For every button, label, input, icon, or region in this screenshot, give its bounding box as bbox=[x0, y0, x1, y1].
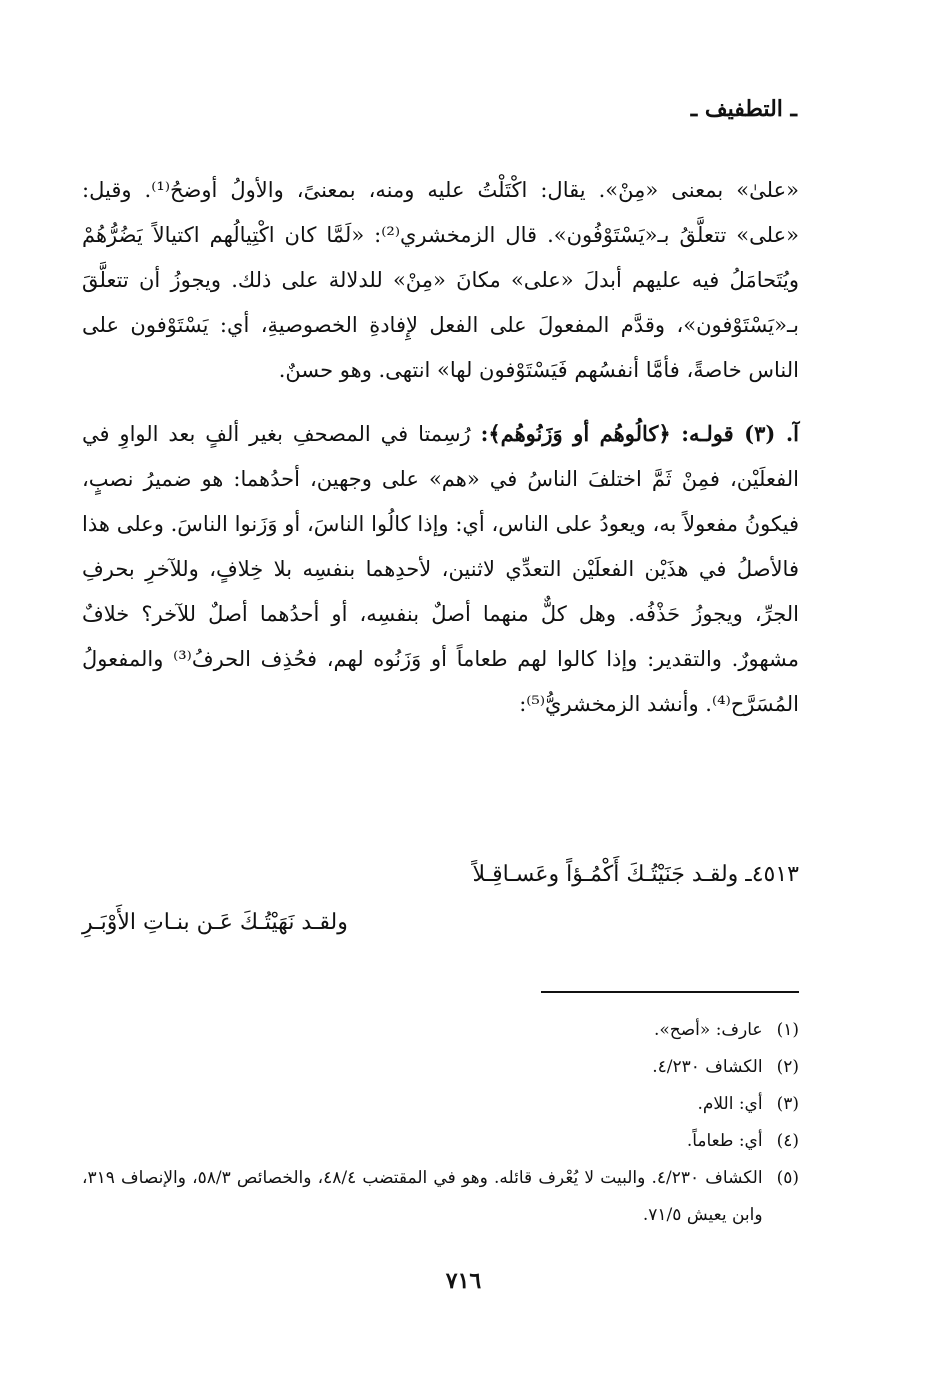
footnote-text: عارف: «أصح». bbox=[653, 1020, 763, 1040]
page-number: ٧١٦ bbox=[445, 1268, 482, 1294]
footnote-item bbox=[82, 1123, 799, 1160]
footnote-item bbox=[82, 1086, 799, 1123]
footnote-item bbox=[82, 1012, 799, 1049]
footnote-number: (٤) bbox=[776, 1131, 799, 1151]
footnote-item bbox=[82, 1160, 799, 1234]
footnote-item bbox=[82, 1049, 799, 1086]
footnote-text: أي: طعاماً. bbox=[686, 1131, 763, 1151]
footnote-text: أي: اللام. bbox=[697, 1094, 763, 1114]
footnote-number: (٣) bbox=[776, 1094, 799, 1114]
verse-heading: آ. (٣) قولـه: ﴿كالُوهُم أو وَزَنُوهُم﴾: bbox=[480, 421, 799, 446]
paragraph-2-text: رُسِمتا في المصحفِ بغير ألفٍ بعد الواوِ في الفعلَيْن، فمِنْ ثَمَّ اختلفَ الناسُ في «هم» على وجهين، أحدُهما: هو ضميرُ نصبٍ، فيكونُ مفعولاً به، ويعودُ على الناس، أي: وإذا كالُوا الناسَ، أو وَزَنوا الناسَ. وعلى هذا فالأصلُ في هذَيْن الفعلَيْن التعدِّي لاثنين، لأحدِهما بنفسِه بلا خِلافٍ، وللآخرِ بحرفِ الجرِّ، ويجوزُ حَذْفُه. وهل كلٌّ منهما أصلٌ بنفسِه، أو أحدُهما أصلٌ للآخر؟ خلافٌ مشهورٌ. والتقدير: وإذا كالوا لهم طعاماً أو وَزَنُوه لهم، فحُذِف الحرفُ⁽³⁾ والمفعولُ المُسَرَّح⁽⁴⁾. وأنشد الزمخشريُّ⁽⁵⁾: bbox=[82, 422, 799, 716]
footnotes bbox=[82, 1012, 799, 1234]
footnote-divider bbox=[541, 991, 799, 993]
poem-line-2: ولقـد نَهَيْتُـكَ عَـن بنـاتِ الأَوْبَـرِ bbox=[82, 910, 348, 935]
paragraph-2 bbox=[82, 411, 799, 727]
main-text bbox=[82, 168, 799, 727]
footnote-number: (٢) bbox=[776, 1057, 799, 1077]
footnote-number: (١) bbox=[776, 1020, 799, 1040]
footnote-text: الكشاف ٤/٢٣٠. والبيت لا يُعْرف قائله. وهو في المقتضب ٤٨/٤، والخصائص ٥٨/٣، والإنصاف ٣١٩، وابن يعيش ٧١/٥. bbox=[82, 1168, 763, 1225]
footnote-number: (٥) bbox=[776, 1168, 799, 1188]
poem-line-1: ٤٥١٣ـ ولقـد جَنَيْتُـكَ أَكْمُـؤاً وعَسـاقِـلاً bbox=[472, 862, 799, 887]
footnote-text: الكشاف ٤/٢٣٠. bbox=[652, 1057, 763, 1077]
running-header: ـ التطفيف ـ bbox=[690, 96, 797, 122]
paragraph-1: «علىٰ» بمعنى «مِنْ». يقال: اكْتَلْتُ عليه ومنه، بمعنىً، والأولُ أوضحُ⁽¹⁾. وقيل: «على» تتعلَّقُ بـ«يَسْتَوْفُون». قال الزمخشري⁽²⁾: «لَمَّا كان اكْتِيالُهم اكتيالاً يَضُرُّهُمْ ويُتَحامَلُ فيه عليهم أبدلَ «على» مكانَ «مِنْ» للدلالة على ذلك. ويجوزُ أن تتعلَّقَ بـ«يَسْتَوْفون»، وقدَّم المفعولَ على الفعل لإِفادةِ الخصوصيةِ، أي: يَسْتَوْفون على الناس خاصةً، فأمَّا أنفسُهم فَيَسْتَوْفون لها» انتهى. وهو حسنٌ. bbox=[82, 178, 799, 382]
